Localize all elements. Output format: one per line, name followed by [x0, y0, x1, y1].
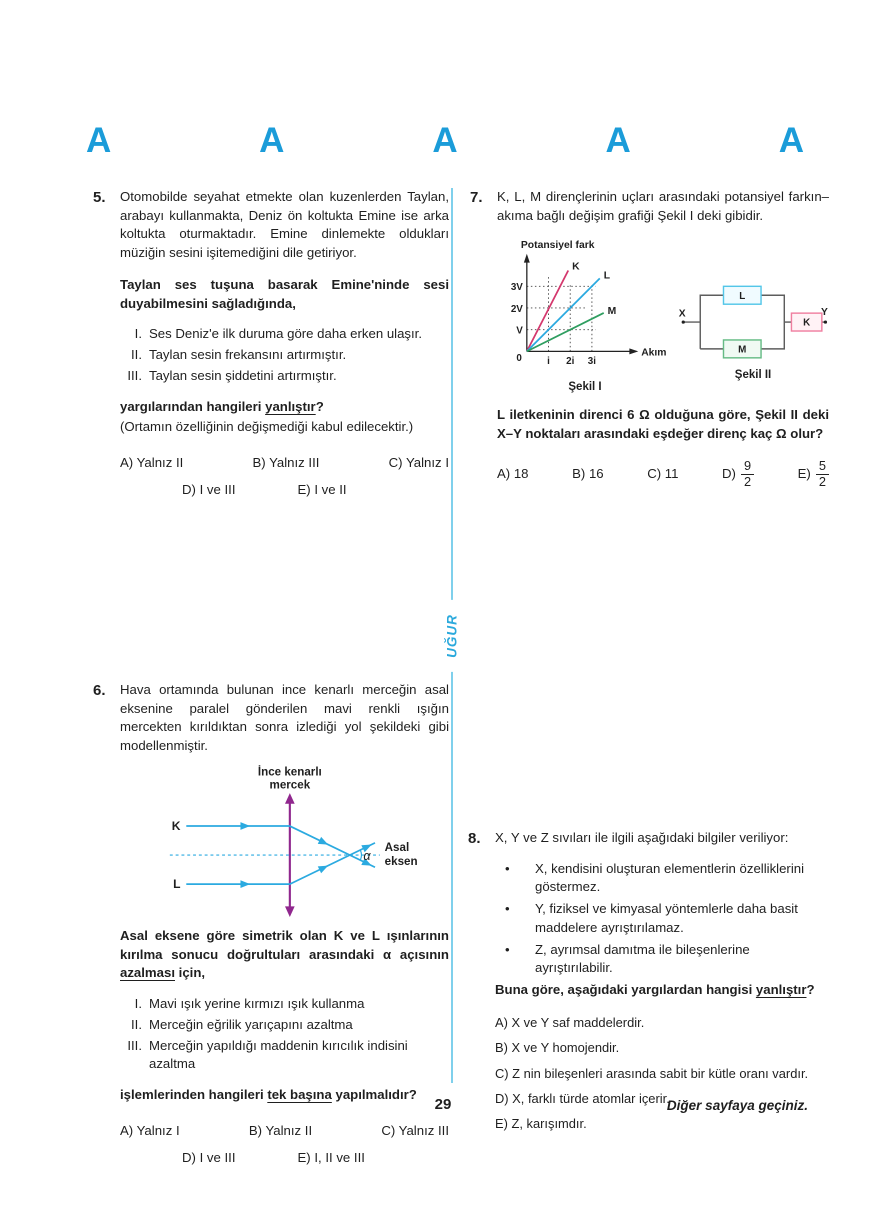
origin-label: 0 [516, 353, 522, 365]
option: C) Z nin bileşenleri arasında sabit bir kütle oranı vardır. [495, 1065, 809, 1081]
figure-1 [497, 237, 673, 395]
statement-list [120, 995, 449, 1074]
question-intro: Otomobilde seyahat etmekte olan kuzenlerden Taylan, arabayı kullanmakta, Deniz ön koltukta Emine ise arka koltukta oturmaktadır. Emine dinlemekte oldukları müziğin sesini işitemediğini dile getiriyor. [120, 189, 449, 261]
statement-numeral: II. [131, 347, 142, 363]
option: C) Yalnız I [388, 455, 449, 471]
option: A) Yalnız I [120, 1122, 180, 1138]
info-text: Z, ayrımsal damıtma ile bileşenlerine ayrıştırılabilir. [535, 941, 750, 976]
resistor-label-l: L [739, 290, 746, 302]
options-row [120, 1149, 449, 1168]
statement-item [120, 1037, 449, 1074]
option: B) X ve Y homojendir. [495, 1040, 620, 1056]
options-row [120, 454, 449, 473]
info-item [505, 900, 828, 937]
option: E) $\frac{5}{2}$ [798, 459, 829, 489]
question-prompt: işlemlerinden hangileri tek başına yapılmalıdır? [120, 1087, 417, 1103]
statement-item [120, 1016, 449, 1035]
option: A) Yalnız II [120, 455, 184, 471]
question-intro: X, Y ve Z sıvıları ile ilgili aşağıdaki bilgiler veriliyor: [495, 830, 789, 845]
angle-label: α [362, 848, 371, 863]
line-M [527, 313, 604, 351]
page-number: 29 [434, 1096, 452, 1113]
x-tick: 3i [587, 356, 597, 368]
statement-text: Merceğin yapıldığı maddenin kırıcılık indisini azaltma [149, 1037, 408, 1072]
figure-2 [677, 272, 829, 383]
lens-label: İnce kenarlı [257, 765, 322, 779]
question-number: 6. [93, 682, 106, 699]
x-axis-label: Akım [641, 347, 667, 359]
fraction: $\frac{9}{2}$ [741, 459, 754, 489]
y-tick: V [516, 326, 523, 338]
form-code-letter: A [259, 121, 285, 160]
question-number: 8. [468, 830, 481, 847]
resistor-label-m: M [738, 344, 747, 356]
question-8 [468, 829, 828, 1133]
option: D) I ve III [182, 481, 236, 497]
publisher-watermark: UĞUR [445, 600, 460, 672]
option: C) 11 [647, 465, 679, 481]
form-code-letter: A [605, 121, 631, 160]
option: E) Z, karışımdır. [495, 1116, 587, 1132]
option: D) $\frac{9}{2}$ [722, 459, 754, 489]
statement-text: Taylan sesin frekansını artırmıştır. [149, 347, 347, 363]
ray-label-l: L [172, 876, 180, 891]
axis-label: eksen [384, 854, 418, 868]
bullet-icon: • [505, 941, 510, 957]
statement-numeral: III. [127, 1037, 142, 1053]
option: D) I ve III [182, 1149, 236, 1165]
vi-graph [497, 237, 673, 377]
bullet-icon: • [505, 901, 510, 917]
info-item [505, 860, 828, 897]
form-code-letter: A [778, 121, 804, 160]
option: A) 18 [497, 465, 529, 481]
question-number: 7. [470, 189, 483, 206]
lens-label: mercek [269, 778, 310, 792]
axis-label: Asal [384, 841, 409, 855]
y-tick: 3V [510, 282, 523, 294]
question-6 [93, 681, 449, 1167]
options-row [120, 481, 449, 500]
resistor-label-k: K [803, 317, 811, 329]
option: E) I ve II [297, 481, 347, 497]
bullet-icon: • [505, 860, 510, 876]
options-row [497, 459, 829, 489]
axis-arrowheads [524, 254, 638, 355]
fraction: $\frac{5}{2}$ [816, 459, 829, 489]
statement-text: Mavi ışık yerine kırmızı ışık kullanma [149, 996, 365, 1012]
underlined-word: azalması [120, 965, 175, 981]
question-number: 5. [93, 189, 106, 206]
question-5 [93, 188, 449, 500]
x-tick: i [547, 356, 550, 368]
question-stem: L iletkeninin direnci 6 Ω olduğuna göre, Şekil II deki X–Y noktaları arasındaki eşdeğer direnç kaç Ω olur? [497, 406, 829, 441]
option: A) X ve Y saf maddelerdir. [495, 1014, 645, 1030]
form-code-row [86, 123, 804, 158]
terminal-x-dot [682, 320, 685, 323]
info-item [505, 941, 828, 978]
question-stem: Asal eksene göre simetrik olan K ve L ışınlarının kırılma sonucu doğrultuları arasındaki α açısının azalması için, [120, 927, 449, 981]
series-label-l: L [603, 270, 611, 282]
angle-arc [360, 850, 361, 860]
underlined-word: yanlıştır [755, 982, 807, 998]
option: C) Yalnız III [381, 1122, 449, 1138]
info-list [505, 860, 828, 978]
underlined-word: tek başına [267, 1087, 332, 1103]
ray-label-k: K [171, 818, 180, 833]
question-prompt: Buna göre, aşağıdaki yargılardan hangisi yanlıştır? [495, 982, 815, 998]
lens-diagram [135, 764, 435, 921]
statement-numeral: I. [134, 996, 142, 1012]
graph-title: Potansiyel fark [520, 240, 595, 252]
line-L [527, 279, 600, 352]
underlined-word: yanlıştır [265, 398, 316, 414]
assumption-note: (Ortamın özelliğinin değişmediği kabul edilecektir.) [120, 419, 414, 435]
terminal-x-label: X [678, 308, 686, 320]
circuit-diagram [677, 272, 829, 365]
options-row [120, 1122, 449, 1141]
next-page-note: Diğer sayfaya geçiniz. [666, 1098, 808, 1113]
info-text: X, kendisini oluşturan elementlerin özelliklerini göstermez. [535, 860, 805, 895]
option: E) I, II ve III [297, 1149, 365, 1165]
statement-text: Taylan sesin şiddetini artırmıştır. [149, 367, 337, 383]
figures-row [497, 237, 829, 395]
question-intro: K, L, M dirençlerinin uçları arasındaki potansiyel farkın– akıma bağlı değişim grafiği Şekil I deki gibidir. [497, 189, 829, 223]
statement-list [120, 325, 449, 385]
series-label-m: M [607, 306, 617, 318]
statement-numeral: I. [134, 326, 142, 342]
question-intro: Hava ortamında bulunan ince kenarlı merceğin asal eksenine paralel gönderilen mavi renkli ışığın mercekten kırıldıktan sonra izlediği yol şekildeki gibi modellenmiştir. [120, 682, 449, 754]
statement-numeral: III. [127, 367, 142, 383]
statement-numeral: II. [131, 1016, 142, 1032]
statement-item [120, 325, 449, 344]
option: D) X, farklı türde atomlar içerir. [495, 1090, 670, 1106]
question-stem: Taylan ses tuşuna basarak Emine'ninde sesi duyabilmesini sağladığında, [120, 276, 449, 311]
column-divider [444, 188, 460, 1083]
y-tick: 2V [510, 304, 523, 316]
statement-item [120, 995, 449, 1014]
statement-item [120, 346, 449, 365]
options-list [495, 1014, 828, 1134]
question-prompt: yargılarından hangileri yanlıştır? [120, 398, 324, 414]
figure-caption: Şekil I [568, 381, 602, 394]
statement-text: Merceğin eğrilik yarıçapını azaltma [149, 1016, 353, 1032]
x-tick: 2i [566, 356, 575, 368]
info-text: Y, fiziksel ve kimyasal yöntemlerle daha basit maddelere ayrıştırılamaz. [535, 901, 798, 935]
terminal-y-label: Y [820, 306, 828, 318]
option: B) 16 [572, 465, 604, 481]
question-7 [470, 188, 829, 489]
form-code-letter: A [86, 121, 112, 160]
figure-caption: Şekil II [734, 368, 772, 381]
statement-text: Ses Deniz'e ilk duruma göre daha erken ulaşır. [149, 326, 423, 342]
form-code-letter: A [432, 121, 458, 160]
line-K [527, 271, 568, 352]
ray-arrowheads [240, 822, 373, 888]
statement-item [120, 367, 449, 386]
option: B) Yalnız III [252, 455, 320, 471]
option: B) Yalnız II [248, 1122, 313, 1138]
terminal-y-dot [824, 320, 827, 323]
series-label-k: K [572, 262, 580, 274]
